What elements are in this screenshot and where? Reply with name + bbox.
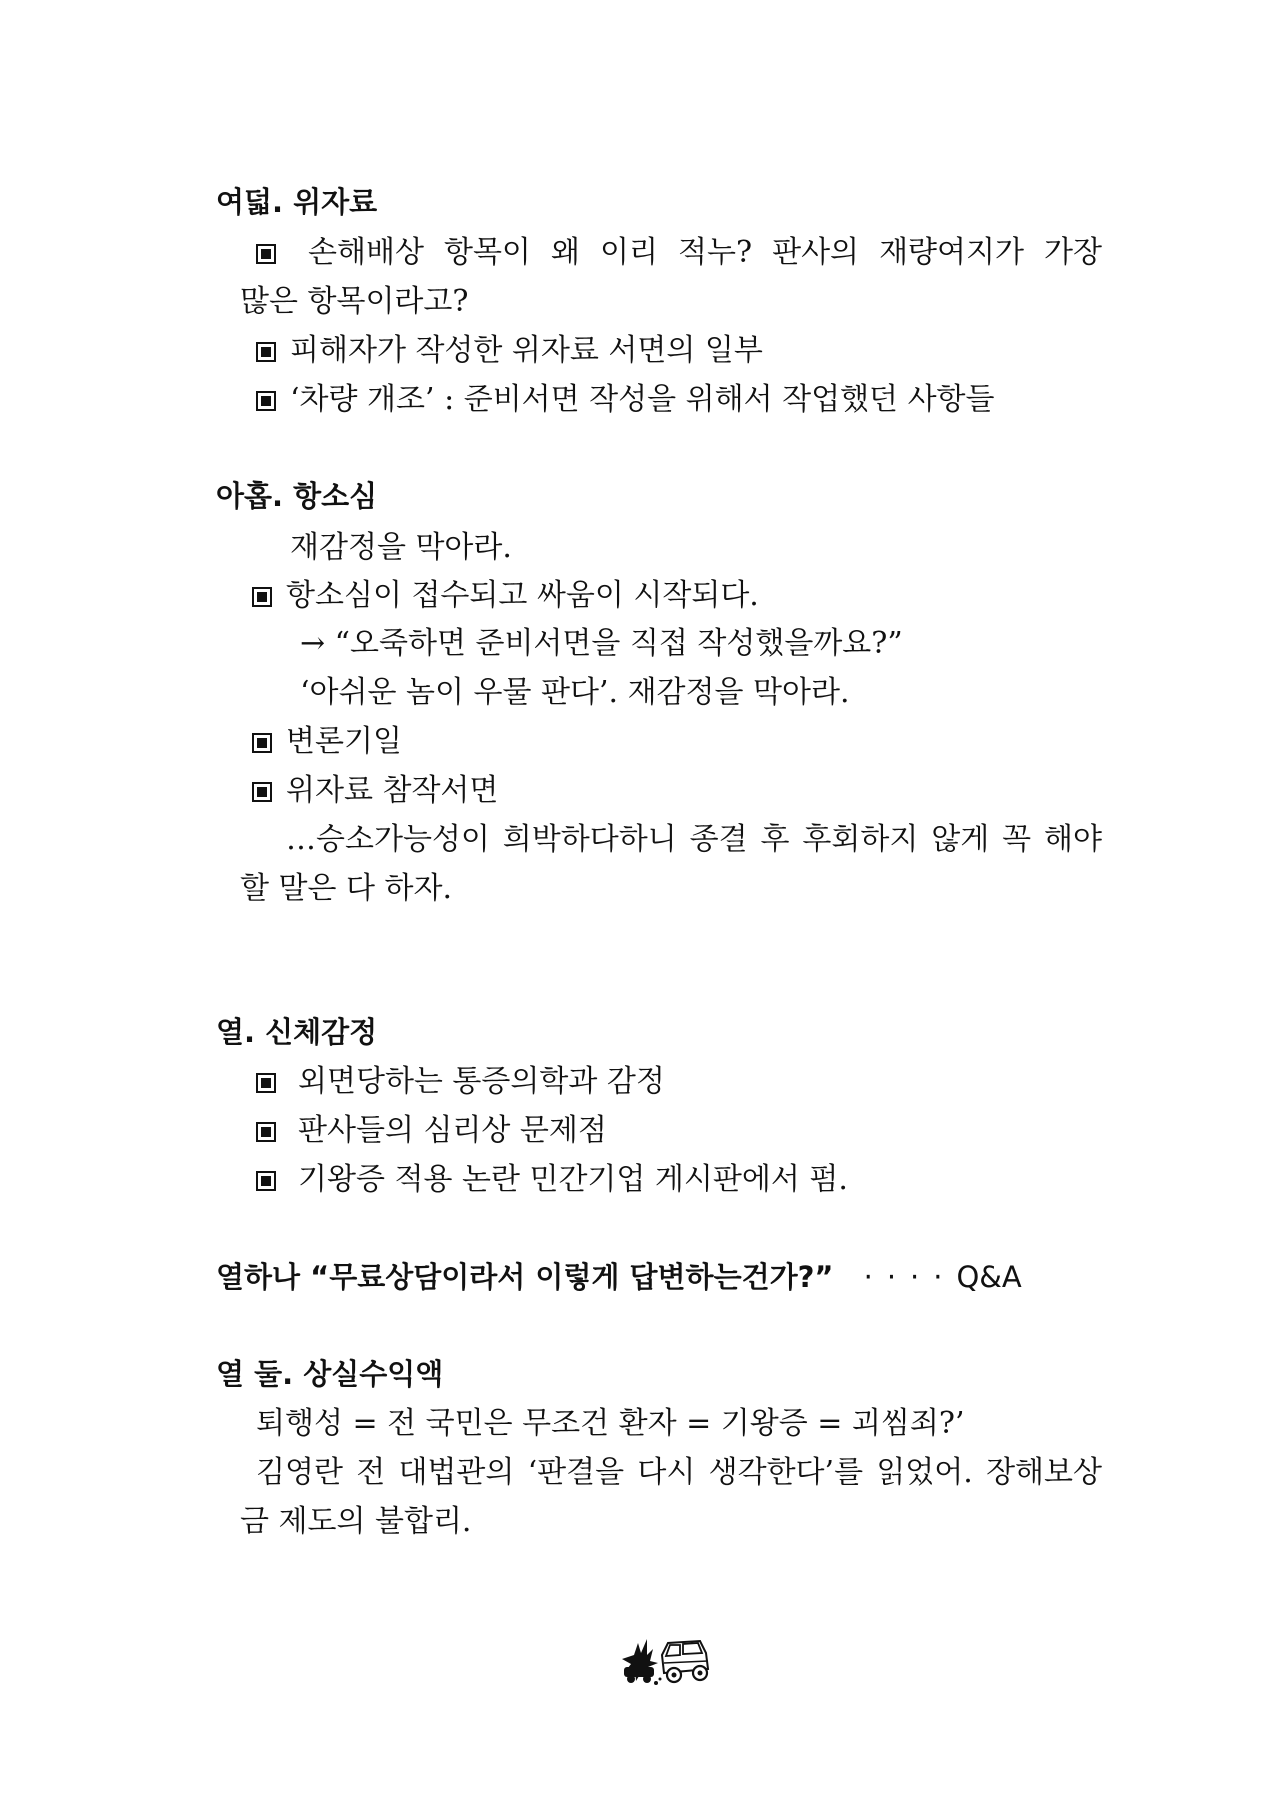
s9-item-3-text: 위자료 참작서면: [286, 773, 499, 808]
s9-item-2: [252, 722, 402, 762]
s8-item-1-line-1: [256, 233, 1102, 273]
s8-item-2-text: 피해자가 작성한 위자료 서면의 일부: [290, 333, 763, 368]
square-bullet-icon: [256, 244, 276, 264]
s9-sub-1: → “오죽하면 준비서면을 직접 작성했을까요?”: [300, 626, 903, 661]
square-bullet-icon: [256, 1122, 276, 1142]
s9-item-3: [252, 771, 498, 811]
square-bullet-icon: [252, 782, 272, 802]
square-bullet-icon: [256, 1171, 276, 1191]
s11-dots: ····: [863, 1260, 957, 1294]
s8-item-2: [256, 331, 763, 371]
s9-paragraph-line-1: …승소가능성이 희박하다하니 종결 후 후회하지 않게 꼭 해야: [286, 822, 1102, 857]
s10-item-3: [256, 1160, 848, 1200]
s8-item-1-line-2: 많은 항목이라고?: [240, 284, 469, 319]
section-heading-11: [216, 1257, 1022, 1297]
s9-intro: 재감정을 막아라.: [290, 530, 512, 565]
s9-sub-2: ‘아쉬운 놈이 우물 판다’. 재감정을 막아라.: [300, 675, 850, 710]
s10-item-2: [256, 1111, 607, 1151]
s9-item-1-text: 항소심이 접수되고 싸움이 시작되다.: [286, 578, 759, 613]
section-heading-10: 열. 신체감정: [216, 1015, 378, 1049]
s12-line-1: 퇴행성 = 전 국민은 무조건 환자 = 기왕증 = 괴씸죄?’: [256, 1406, 965, 1441]
s10-item-1-text: 외면당하는 통증의학과 감정: [298, 1064, 665, 1099]
s9-item-1: [252, 576, 759, 616]
s11-heading-text: 열하나 “무료상담이라서 이렇게 답변하는건가?”: [216, 1260, 834, 1294]
s10-item-1: [256, 1062, 665, 1102]
s8-item-3: [256, 380, 995, 420]
car-crash-icon: [620, 1633, 712, 1691]
s10-item-3-text: 기왕증 적용 논란 민간기업 게시판에서 펌.: [298, 1162, 848, 1197]
square-bullet-icon: [252, 587, 272, 607]
s9-item-2-text: 변론기일: [286, 724, 402, 759]
square-bullet-icon: [256, 391, 276, 411]
s12-line-3: 금 제도의 불합리.: [240, 1504, 472, 1539]
s10-item-2-text: 판사들의 심리상 문제점: [298, 1113, 607, 1148]
s12-line-2: 김영란 전 대법관의 ‘판결을 다시 생각한다’를 읽었어. 장해보상: [256, 1455, 1102, 1490]
s9-paragraph-line-2: 할 말은 다 하자.: [240, 871, 453, 906]
s8-item-1-text: 손해배상 항목이 왜 이리 적누? 판사의 재량여지가 가장: [308, 235, 1102, 270]
section-heading-12: 열 둘. 상실수익액: [216, 1357, 444, 1391]
square-bullet-icon: [256, 342, 276, 362]
s11-qa-label: Q&A: [956, 1260, 1022, 1294]
section-heading-9: 아홉. 항소심: [216, 479, 378, 513]
square-bullet-icon: [252, 733, 272, 753]
square-bullet-icon: [256, 1073, 276, 1093]
section-heading-8: 여덟. 위자료: [216, 185, 378, 219]
s8-item-3-text: ‘차량 개조’ : 준비서면 작성을 위해서 작업했던 사항들: [290, 382, 995, 417]
